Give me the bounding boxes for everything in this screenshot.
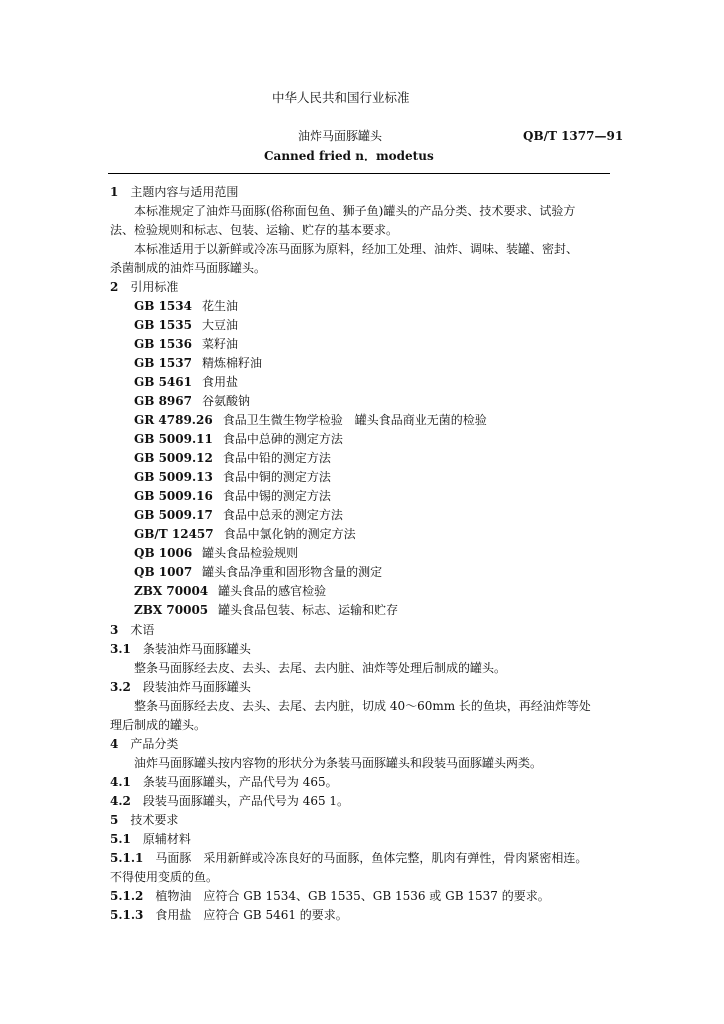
reference-code: GB 5009.12 xyxy=(134,451,213,465)
subsection-5-1-1 xyxy=(110,850,587,866)
reference-title: 食品中总汞的测定方法 xyxy=(222,508,343,522)
reference-title: 食品中总砷的测定方法 xyxy=(222,432,343,446)
subsection-number: 3.1 xyxy=(110,642,131,656)
reference-title: 食品中锡的测定方法 xyxy=(222,489,331,503)
reference-item xyxy=(134,374,238,390)
subsection-5-1-3 xyxy=(110,907,348,923)
reference-item xyxy=(134,317,238,333)
section-number: 5 xyxy=(110,813,119,827)
reference-item xyxy=(134,526,356,542)
section-number: 1 xyxy=(110,185,119,199)
issuing-organization: 中华人民共和国行业标准 xyxy=(272,90,410,105)
reference-title: 食品卫生微生物学检验 罐头食品商业无菌的检验 xyxy=(222,413,487,427)
reference-title: 罐头食品净重和固形物含量的测定 xyxy=(202,565,383,579)
section-4-heading xyxy=(110,736,178,752)
subsection-number: 5.1 xyxy=(110,832,131,846)
reference-code: GB 5009.17 xyxy=(134,508,213,522)
reference-item xyxy=(134,564,382,580)
reference-code: GB 5009.16 xyxy=(134,489,213,503)
paragraph-line: 整条马面豚经去皮、去头、去尾、去内脏、油炸等处理后制成的罐头。 xyxy=(134,661,507,675)
subsection-text: 条装马面豚罐头，产品代号为 465。 xyxy=(142,775,338,789)
subsection-5-1-2 xyxy=(110,888,550,904)
reference-title: 食品中铜的测定方法 xyxy=(222,470,331,484)
subsection-4-2 xyxy=(110,793,349,809)
reference-code: QB 1006 xyxy=(134,546,193,560)
reference-title: 花生油 xyxy=(201,299,238,313)
reference-title: 谷氨酸钠 xyxy=(201,394,250,408)
reference-code: GB 1537 xyxy=(134,356,192,370)
reference-code: ZBX 70005 xyxy=(134,603,209,617)
reference-code: GB 1535 xyxy=(134,318,192,332)
paragraph-line: 本标准规定了油炸马面豚(俗称面包鱼、狮子鱼)罐头的产品分类、技术要求、试验方 xyxy=(134,204,576,218)
reference-item xyxy=(134,507,343,523)
section-title: 技术要求 xyxy=(130,813,179,827)
paragraph-line: 法、检验规则和标志、包装、运输、贮存的基本要求。 xyxy=(110,223,399,237)
reference-item xyxy=(134,583,326,599)
reference-title: 菜籽油 xyxy=(201,337,238,351)
paragraph-line: 整条马面豚经去皮、去头、去尾、去内脏，切成 40～60mm 长的鱼块，再经油炸等处 xyxy=(134,699,591,713)
subsection-number: 4.2 xyxy=(110,794,131,808)
reference-item xyxy=(134,450,331,466)
paragraph-line: 本标准适用于以新鲜或冷冻马面豚为原料，经加工处理、油炸、调味、装罐、密封、 xyxy=(134,242,579,256)
reference-item xyxy=(134,545,298,561)
reference-title: 食品中氯化钠的测定方法 xyxy=(223,527,356,541)
subsection-number: 3.2 xyxy=(110,680,131,694)
subsection-text: 植物油 应符合 GB 1534、GB 1535、GB 1536 或 GB 1537 的要求。 xyxy=(155,889,550,903)
subsection-4-1 xyxy=(110,774,338,790)
subsection-title: 原辅材料 xyxy=(142,832,191,846)
reference-title: 食用盐 xyxy=(201,375,238,389)
reference-code: GB 1534 xyxy=(134,299,192,313)
subsection-text: 段装马面豚罐头，产品代号为 465 1。 xyxy=(142,794,350,808)
section-5-heading xyxy=(110,812,178,828)
header-rule xyxy=(108,173,610,174)
section-title: 主题内容与适用范围 xyxy=(130,185,239,199)
paragraph-line: 不得使用变质的鱼。 xyxy=(110,870,219,884)
standard-title-en: Canned fried n．modetus xyxy=(264,149,434,163)
reference-title: 精炼棉籽油 xyxy=(201,356,262,370)
reference-title: 食品中铅的测定方法 xyxy=(222,451,331,465)
reference-code: GR 4789.26 xyxy=(134,413,213,427)
reference-title: 大豆油 xyxy=(201,318,238,332)
standard-number: QB/T 1377—91 xyxy=(523,129,624,143)
reference-item xyxy=(134,602,398,618)
section-title: 术语 xyxy=(130,623,155,637)
reference-code: ZBX 70004 xyxy=(134,584,209,598)
subsection-3-2-heading xyxy=(110,679,251,695)
reference-item xyxy=(134,355,262,371)
subsection-title: 条装油炸马面豚罐头 xyxy=(142,642,251,656)
subsection-number: 5.1.3 xyxy=(110,908,144,922)
reference-item xyxy=(134,488,331,504)
subsection-text: 马面豚 采用新鲜或冷冻良好的马面豚，鱼体完整，肌肉有弹性，骨肉紧密相连。 xyxy=(155,851,588,865)
reference-title: 罐头食品检验规则 xyxy=(202,546,299,560)
reference-code: GB 5461 xyxy=(134,375,192,389)
reference-item xyxy=(134,469,331,485)
reference-code: GB 8967 xyxy=(134,394,192,408)
section-3-heading xyxy=(110,622,154,638)
reference-item xyxy=(134,431,343,447)
reference-item xyxy=(134,336,238,352)
subsection-number: 4.1 xyxy=(110,775,131,789)
reference-item xyxy=(134,393,250,409)
reference-title: 罐头食品的感官检验 xyxy=(218,584,327,598)
reference-code: GB 5009.13 xyxy=(134,470,213,484)
subsection-number: 5.1.2 xyxy=(110,889,144,903)
subsection-title: 段装油炸马面豚罐头 xyxy=(142,680,251,694)
paragraph-line: 理后制成的罐头。 xyxy=(110,718,207,732)
reference-item xyxy=(134,298,238,314)
section-1-heading xyxy=(110,184,238,200)
reference-title: 罐头食品包装、标志、运输和贮存 xyxy=(218,603,399,617)
section-number: 3 xyxy=(110,623,119,637)
reference-code: GB 1536 xyxy=(134,337,192,351)
subsection-text: 食用盐 应符合 GB 5461 的要求。 xyxy=(155,908,348,922)
paragraph-line: 油炸马面豚罐头按内容物的形状分为条装马面豚罐头和段装马面豚罐头两类。 xyxy=(134,756,543,770)
section-title: 产品分类 xyxy=(130,737,179,751)
section-title: 引用标准 xyxy=(130,280,179,294)
subsection-3-1-heading xyxy=(110,641,251,657)
standard-title-cn: 油炸马面豚罐头 xyxy=(298,129,383,143)
reference-item xyxy=(134,412,487,428)
subsection-5-1-heading xyxy=(110,831,191,847)
reference-code: GB/T 12457 xyxy=(134,527,214,541)
section-number: 2 xyxy=(110,280,119,294)
subsection-number: 5.1.1 xyxy=(110,851,144,865)
section-2-heading xyxy=(110,279,178,295)
reference-code: GB 5009.11 xyxy=(134,432,213,446)
paragraph-line: 杀菌制成的油炸马面豚罐头。 xyxy=(110,261,267,275)
section-number: 4 xyxy=(110,737,119,751)
reference-code: QB 1007 xyxy=(134,565,193,579)
